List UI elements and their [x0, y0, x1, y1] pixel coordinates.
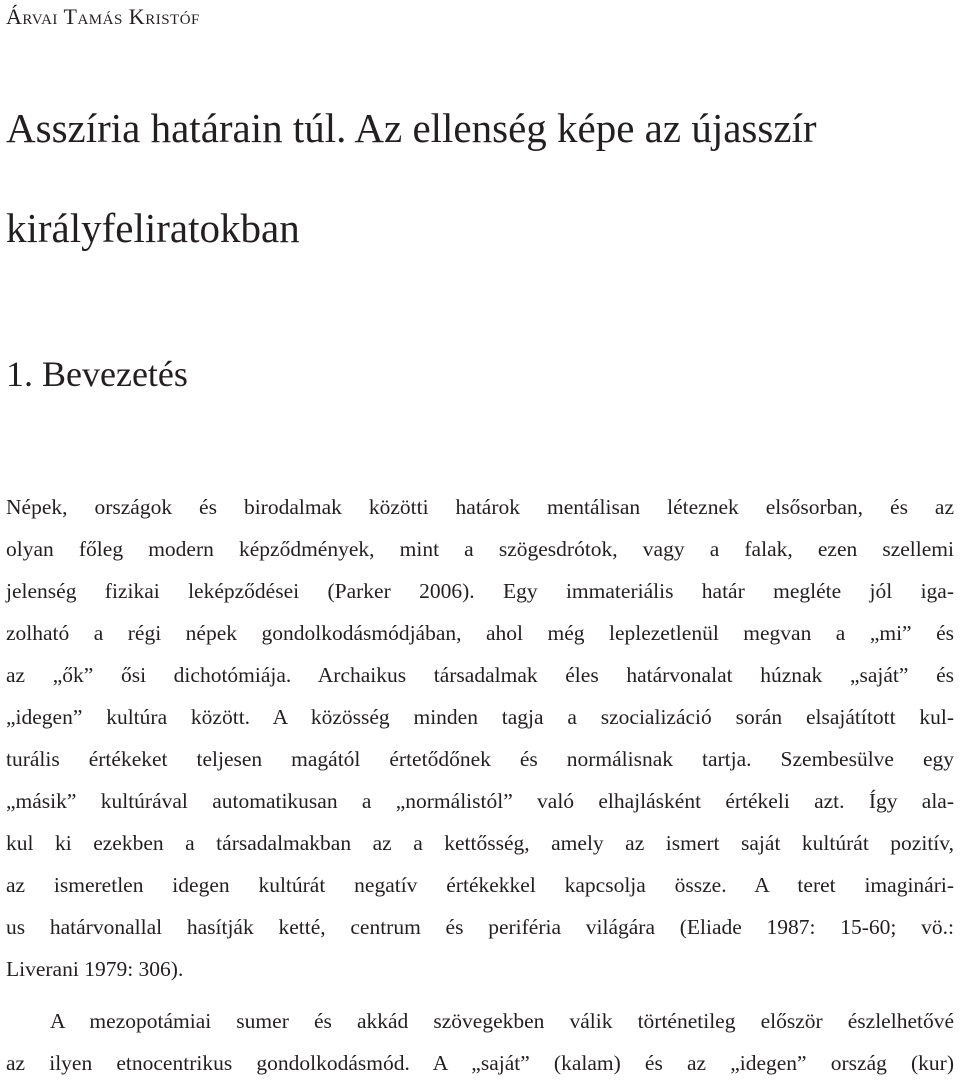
text-line: „másik” kultúrával automatikusan a „normálistól” való elhajlásként értékeli azt. Így ala- [6, 789, 954, 813]
text-line: A mezopotámiai sumer és akkád szövegekben válik történetileg először észlelhetővé [50, 1009, 954, 1033]
paragraph-1 [6, 486, 954, 990]
text-line: kul ki ezekben a társadalmakban az a kettősség, amely az ismert saját kultúrát pozitív, [6, 831, 954, 855]
text-line: turális értékeket teljesen magától értetődőnek és normálisnak tartja. Szembesülve egy [6, 747, 954, 771]
author-name: Árvai Tamás Kristóf [6, 4, 200, 29]
text-line: us határvonallal hasítják ketté, centrum és periféria világára (Eliade 1987: 15-60; vö.: [6, 915, 954, 939]
article-title [6, 78, 946, 278]
text-line: jelenség fizikai leképződései (Parker 2006). Egy immateriális határ megléte jól iga- [6, 579, 954, 603]
section-heading: 1. Bevezetés [6, 354, 188, 394]
text-line: az ismeretlen idegen kultúrát negatív értékekkel kapcsolja össze. A teret imaginári- [6, 873, 954, 897]
text-line: Népek, országok és birodalmak közötti határok mentálisan léteznek elsősorban, és az [6, 495, 954, 519]
text-line: olyan főleg modern képződmények, mint a szögesdrótok, vagy a falak, ezen szellemi [6, 537, 954, 561]
article-title-line-2: királyfeliratokban [6, 205, 300, 251]
text-line: az ilyen etnocentrikus gondolkodásmód. A „saját” (kalam) és az „idegen” ország (kur) [6, 1051, 954, 1075]
text-line: az „ők” ősi dichotómiája. Archaikus társadalmak éles határvonalat húznak „saját” és [6, 663, 954, 687]
text-line: Liverani 1979: 306). [6, 957, 184, 981]
text-line: „idegen” kultúra között. A közösség minden tagja a szocializáció során elsajátított kul- [6, 705, 954, 729]
article-title-line-1: Asszíria határain túl. Az ellenség képe az újasszír [6, 105, 817, 151]
text-line: zolható a régi népek gondolkodásmódjában, ahol még leplezetlenül megvan a „mi” és [6, 621, 954, 645]
paragraph-2 [6, 1000, 954, 1084]
body-text [6, 486, 954, 1084]
paragraph-gap [6, 990, 954, 1000]
